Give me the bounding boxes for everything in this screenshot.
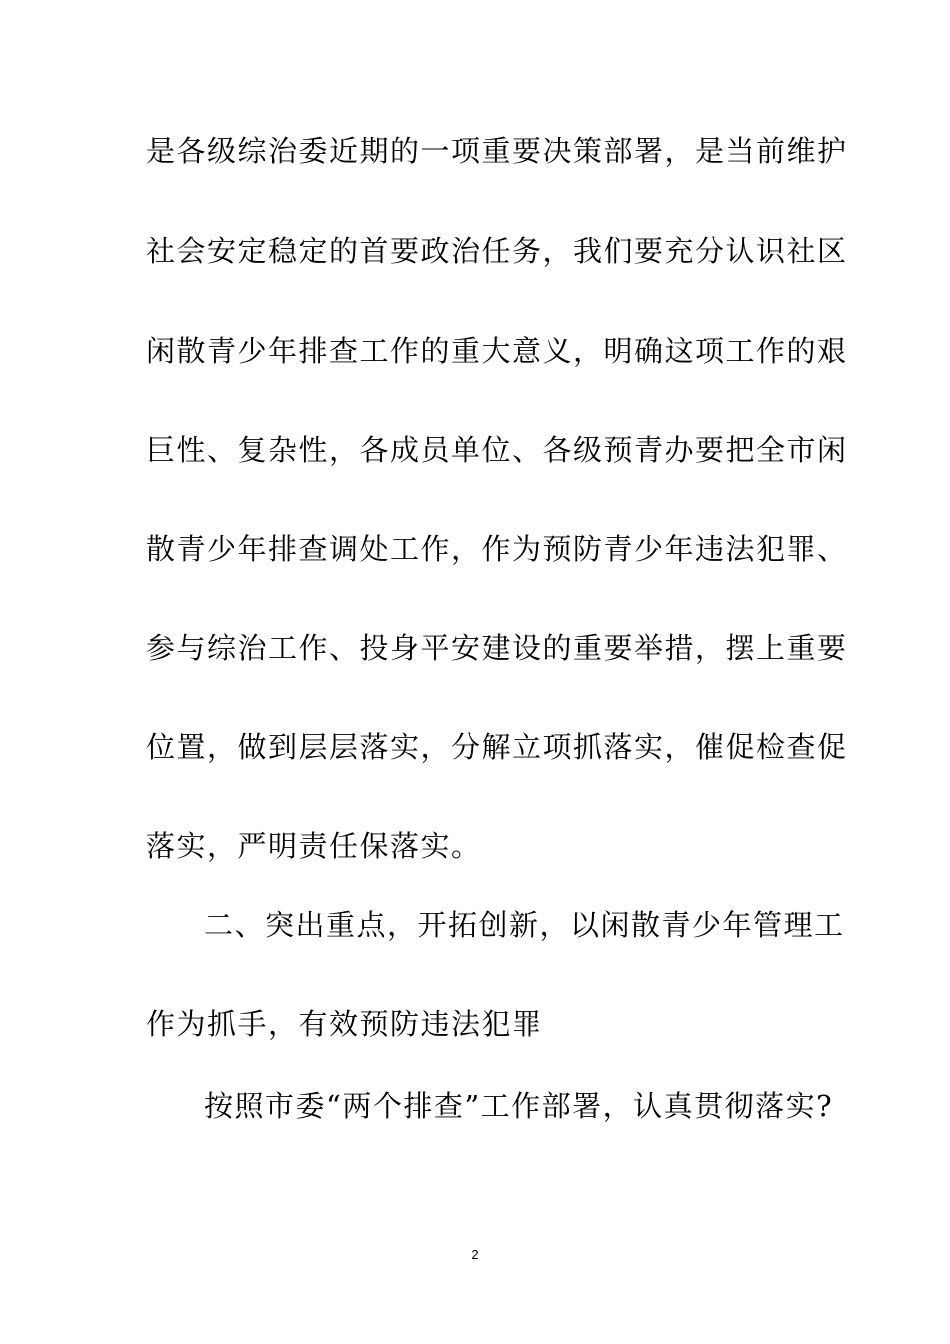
body-text-line: 位置，做到层层落实，分解立项抓落实，催促检查促: [146, 730, 848, 764]
body-text-line: 闲散青少年排查工作的重大意义，明确这项工作的艰: [146, 334, 848, 368]
body-text-line: 是各级综治委近期的一项重要决策部署，是当前维护: [146, 134, 848, 168]
section-heading-line: 二、突出重点，开拓创新，以闲散青少年管理工: [204, 908, 845, 942]
body-text-line: 按照市委“两个排查”工作部署，认真贯彻落实?: [204, 1089, 834, 1123]
body-text-line: 社会安定稳定的首要政治任务，我们要充分认识社区: [146, 234, 848, 268]
body-text-line: 落实，严明责任保落实。: [146, 829, 482, 863]
body-text-line: 参与综治工作、投身平安建设的重要举措，摆上重要: [146, 631, 848, 665]
page-number: 2: [471, 1247, 479, 1262]
section-heading-line: 作为抓手，有效预防违法犯罪: [146, 1007, 543, 1041]
body-text-line: 巨性、复杂性，各成员单位、各级预青办要把全市闲: [146, 433, 848, 467]
body-text-line: 散青少年排查调处工作，作为预防青少年违法犯罪、: [146, 532, 848, 566]
